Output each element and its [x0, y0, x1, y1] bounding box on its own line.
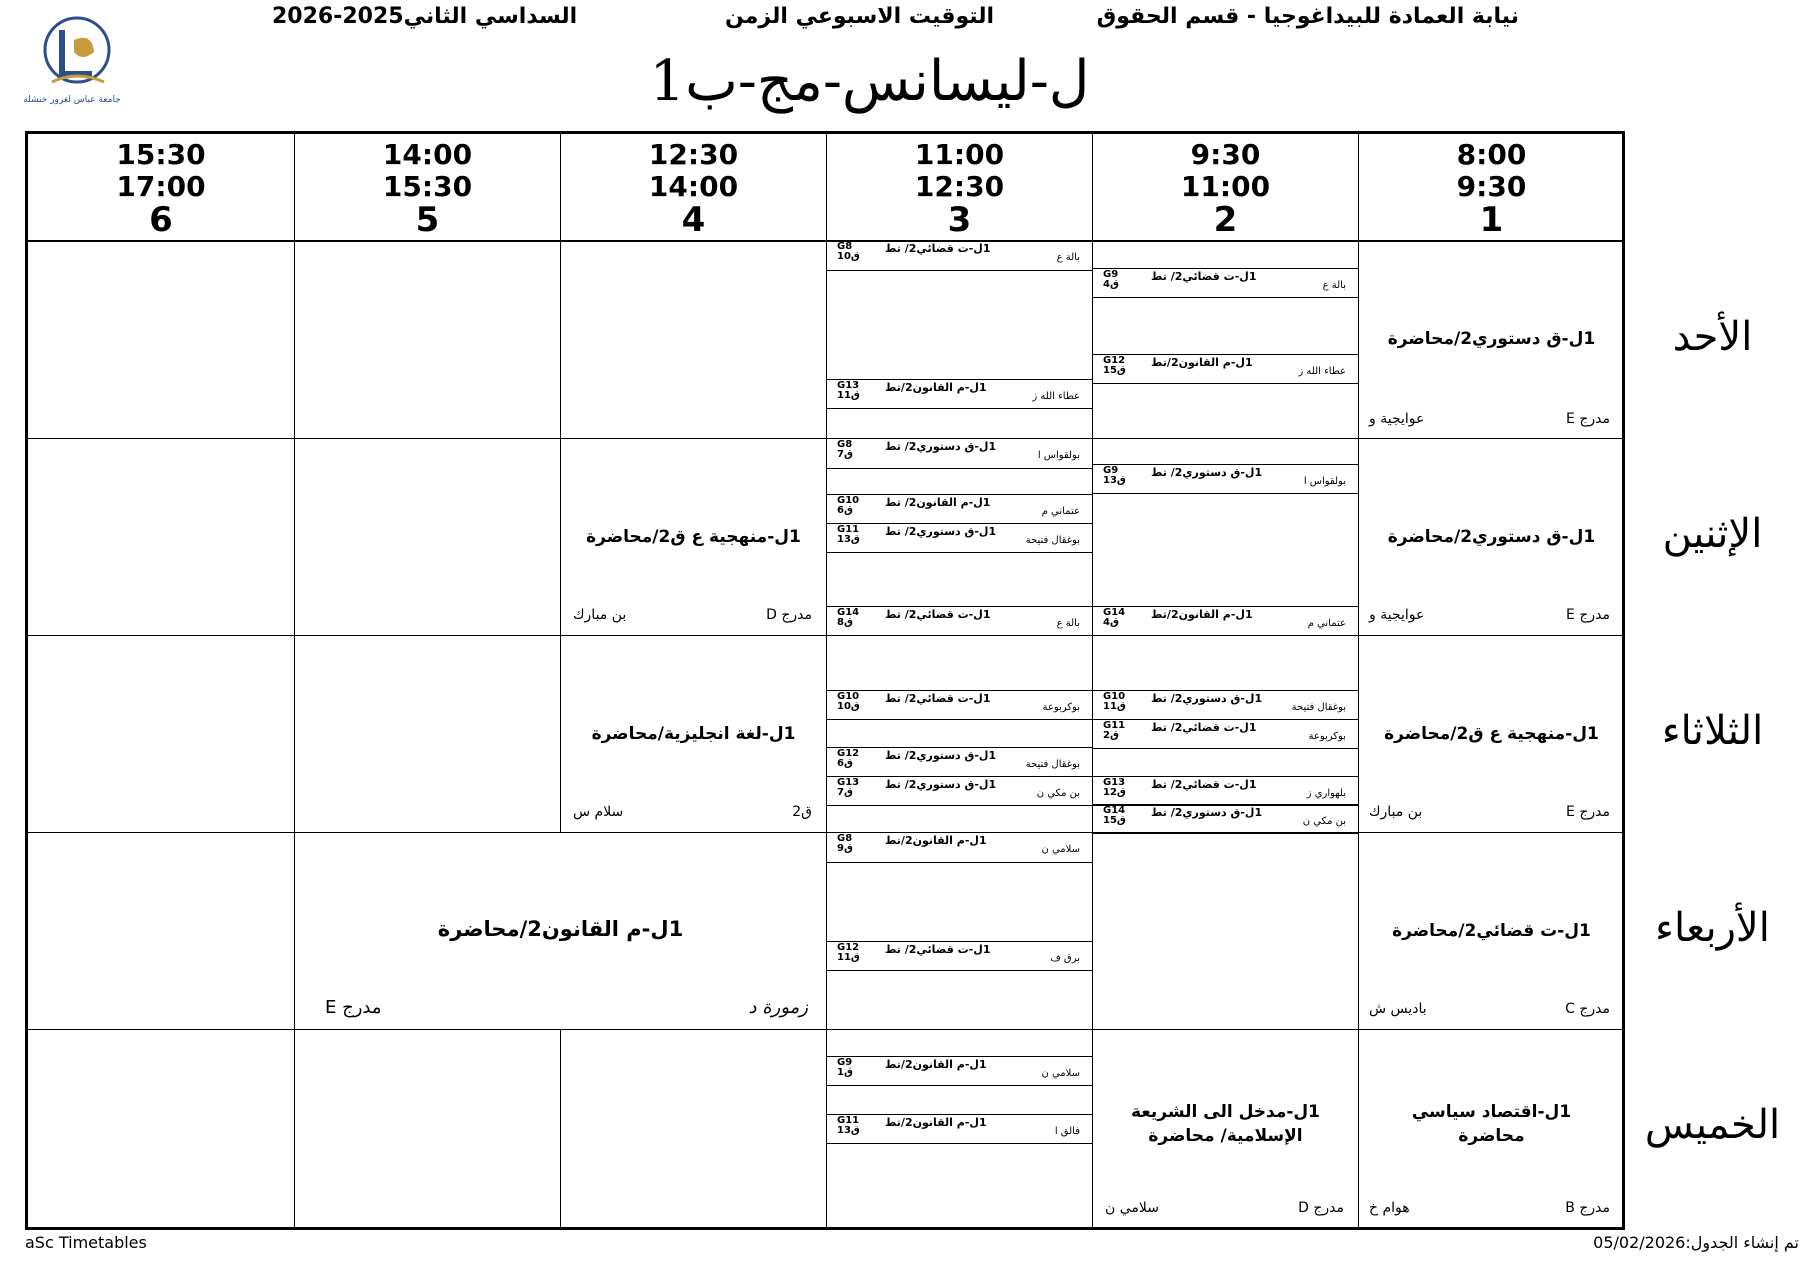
day-label-monday: الإثنين	[1662, 511, 1763, 557]
period-header-4: 12:30 14:00 4	[648, 138, 739, 240]
tutorial-slot[interactable]: 1ل-ق دستوري2/ تط G13 ق7 بن مكي ن	[827, 776, 1092, 806]
lecture-cell[interactable]: 1ل-اقتصاد سياسي محاضرة مدرج B هوام خ	[1369, 1102, 1610, 1216]
tutorial-slot[interactable]: 1ل-ق دستوري2/ تط G12 ق6 بوغقال فتيحة	[827, 747, 1092, 777]
tutorial-slot[interactable]: 1ل-م القانون2/تط G11 ق13 فالق ا	[827, 1114, 1092, 1144]
tutorial-slot[interactable]: 1ل-م القانون2/تط G8 ق9 سلامي ن	[827, 833, 1092, 863]
lecture-cell[interactable]: 1ل-ق دستوري2/محاضرة مدرج E عوايجية و	[1369, 329, 1610, 427]
period-header-6: 15:30 17:00 6	[116, 138, 206, 240]
tutorial-slot[interactable]: 1ل-م القانون2/تط G14 ق4 عتماني م	[1093, 606, 1358, 636]
lecture-cell[interactable]: 1ل-مدخل الى الشريعة الإسلامية/ محاضرة مدرج D سلامي ن	[1105, 1102, 1344, 1216]
tutorial-slot[interactable]: 1ل-ت قضائي2/ تط G9 ق4 بالة ع	[1093, 268, 1358, 298]
lecture-cell[interactable]: 1ل-منهجية ع ق2/محاضرة مدرج D بن مبارك	[573, 527, 812, 623]
page-title: 1ل-ليسانس-مج-ب	[649, 49, 1090, 114]
footer-created-date: تم إنشاء الجدول:05/02/2026	[1593, 1233, 1799, 1252]
tutorial-slot[interactable]: 1ل-م القانون2/تط G9 ق1 سلامي ن	[827, 1056, 1092, 1086]
lecture-cell[interactable]: 1ل-ت قضائي2/محاضرة مدرج C باديس ش	[1369, 921, 1610, 1017]
day-label-thursday: الخميس	[1644, 1102, 1781, 1148]
day-label-tuesday: الثلاثاء	[1661, 708, 1764, 754]
timetable-grid	[25, 131, 1781, 1230]
tutorial-slot[interactable]: 1ل-ت قضائي2/ تط G14 ق8 بالة ع	[827, 606, 1092, 636]
period-header-5: 14:00 15:30 5	[382, 138, 473, 240]
tutorial-slot[interactable]: 1ل-ت قضائي2/ تط G12 ق11 برق ف	[827, 941, 1092, 971]
tutorial-slot[interactable]: 1ل-ق دستوري2/ تط G8 ق7 بولقواس ا	[827, 439, 1092, 469]
tutorial-slot[interactable]: 1ل-ت قضائي2/ تط G13 ق12 بلهواري ز	[1093, 776, 1358, 806]
lecture-cell[interactable]: 1ل-منهجية ع ق2/محاضرة مدرج E بن مبارك	[1369, 724, 1610, 820]
tutorial-slot[interactable]: 1ل-م القانون2/تط G12 ق15 عطاء الله ز	[1093, 354, 1358, 384]
day-label-sunday: الأحد	[1672, 314, 1753, 360]
tutorial-slot[interactable]: 1ل-ق دستوري2/ تط G10 ق11 بوغقال فتيحة	[1093, 690, 1358, 720]
footer-generator: aSc Timetables	[25, 1233, 147, 1252]
period-header-1: 8:00 9:30 1	[1456, 138, 1527, 240]
lecture-cell[interactable]: 1ل-ق دستوري2/محاضرة مدرج E عوايجية و	[1369, 527, 1610, 623]
schedule-type-label: التوقيت الاسبوعي الزمن	[725, 4, 995, 29]
lecture-cell[interactable]: 1ل-لغة انجليزية/محاضرة ق2 سلام س	[573, 724, 812, 820]
tutorial-slot[interactable]: 1ل-ت قضائي2/ تط G11 ق2 بوكربوعة	[1093, 719, 1358, 749]
tutorial-slot[interactable]: 1ل-م القانون2/تط G13 ق11 عطاء الله ز	[827, 379, 1092, 409]
tutorial-slot[interactable]: 1ل-ق دستوري2/ تط G9 ق13 بولقواس ا	[1093, 464, 1358, 494]
tutorial-slot[interactable]: 1ل-ق دستوري2/ تط G14 ق15 بن مكي ن	[1093, 804, 1358, 834]
department-label: نيابة العمادة للبيداغوجيا - قسم الحقوق	[1096, 4, 1519, 29]
tutorial-slot[interactable]: 1ل-ق دستوري2/ تط G11 ق13 بوغقال فتيحة	[827, 523, 1092, 553]
period-header-3: 11:00 12:30 3	[914, 138, 1005, 240]
tutorial-slot[interactable]: 1ل-ت قضائي2/ تط G10 ق10 بوكربوعة	[827, 690, 1092, 720]
svg-text:جامعة عباس لغرور خنشلة: جامعة عباس لغرور خنشلة	[23, 95, 121, 105]
period-header-2: 9:30 11:00 2	[1180, 138, 1271, 240]
semester-label: السداسي الثاني2025-2026	[272, 4, 578, 29]
tutorial-slot[interactable]: 1ل-م القانون2/ تط G10 ق6 عتماني م	[827, 494, 1092, 524]
tutorial-slot[interactable]: 1ل-ت قضائي2/ تط G8 ق10 بالة ع	[827, 241, 1092, 271]
lecture-cell-merged[interactable]: 1ل-م القانون2/محاضرة مدرج E زمورة د	[295, 833, 826, 1029]
day-label-wednesday: الأربعاء	[1655, 905, 1770, 951]
